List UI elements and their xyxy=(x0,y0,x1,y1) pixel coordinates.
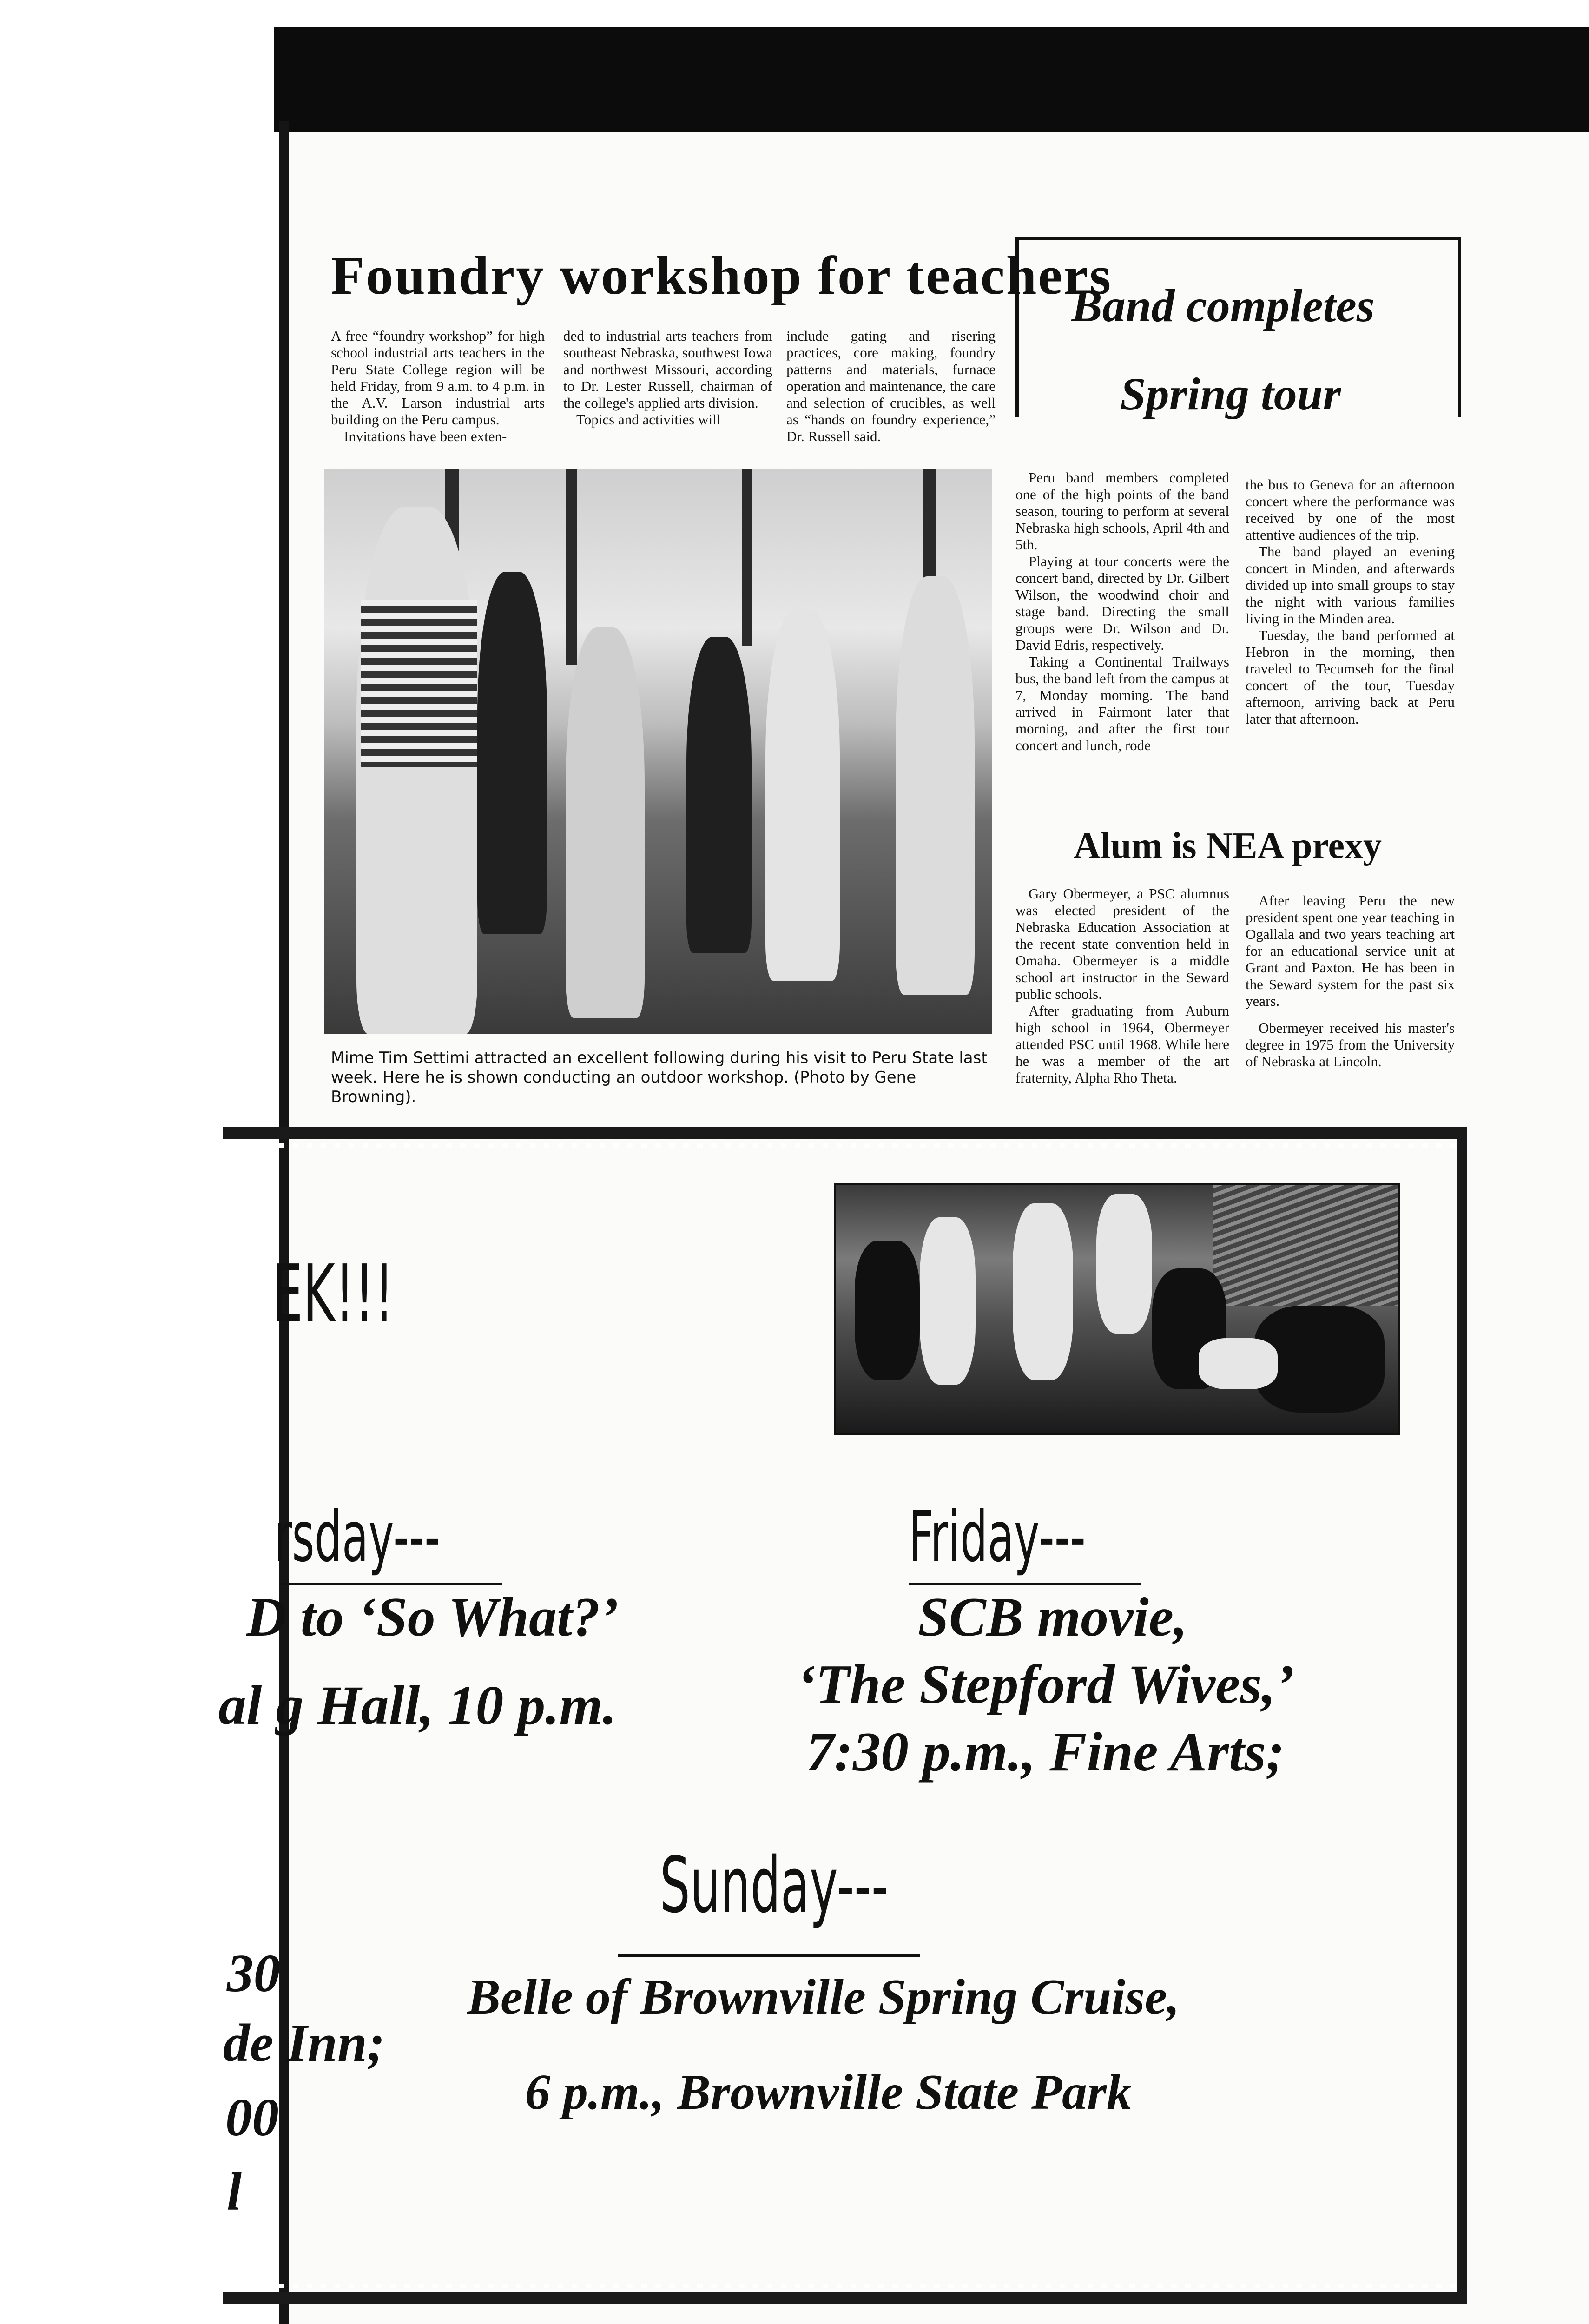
thursday-line-2: al g Hall, 10 p.m. xyxy=(218,1674,617,1736)
band-headline-line-2: Spring tour xyxy=(1120,368,1341,420)
band-col1-p1: Peru band members completed one of the high points of the band season, touring to perform at several Nebraska high schools, April 4th and 5th. xyxy=(1015,469,1229,553)
left-fragment-2: de Inn; xyxy=(223,2014,385,2073)
foundry-col1-text: A free “foundry workshop” for high school industrial arts teachers in the Peru State College region will be held Friday, from 9 a.m. to 4 p.m. in the A.V. Larson industrial arts building on the Peru campus. xyxy=(331,328,545,428)
alum-column-2 xyxy=(1246,892,1455,1116)
alum-column-1 xyxy=(1015,885,1229,1127)
week-heading-fragment: EK!!! xyxy=(272,1248,394,1340)
alum-col2-p1: After leaving Peru the new president spent one year teaching in Ogallala and two years teaching art for an educational service unit at Grant and Paxton. He has been in the Seward system for the past six years. xyxy=(1246,892,1455,1009)
band-headline-line-1: Band completes xyxy=(1071,280,1375,331)
band-col2-p2: The band played an evening concert in Minden, and afterwards divided up into small groups to stay the night with various families living in the Minden area. xyxy=(1246,543,1455,627)
band-col2-p1: the bus to Geneva for an afternoon concert where the performance was received by one of the most attentive audiences of the trip. xyxy=(1246,476,1455,543)
foundry-column-1 xyxy=(331,328,545,467)
friday-line-1: SCB movie, xyxy=(918,1586,1188,1648)
foundry-column-3 xyxy=(786,328,996,453)
alum-col1-p2: After graduating from Auburn high school in 1964, Obermeyer attended PSC until 1968. While here he was a member of the art fraternity, Alpha Rho Theta. xyxy=(1015,1003,1229,1086)
foundry-column-2 xyxy=(563,328,772,453)
friday-line-2: ‘The Stepford Wives,’ xyxy=(797,1653,1294,1715)
band-column-2 xyxy=(1246,476,1455,783)
photo-caption: Mime Tim Settimi attracted an excellent following during his visit to Peru State last week. Here he is shown conducting an outdoor workshop. (Photo by Gene Browning). xyxy=(331,1049,988,1106)
band-col2-p3: Tuesday, the band performed at Hebron in the morning, then traveled to Tecumseh for the final concert of the tour, Tuesday afternoon, arriving back at Peru later that afternoon. xyxy=(1246,627,1455,727)
mime-workshop-photo xyxy=(324,469,992,1034)
foundry-col2-text: ded to industrial arts teachers from southeast Nebraska, southwest Iowa and northwest Missouri, according to Dr. Lester Russell, chairman of the college's applied arts division. xyxy=(563,328,772,411)
top-black-bar xyxy=(274,27,1589,132)
foundry-col1-text-b: Invitations have been exten- xyxy=(344,428,507,444)
alum-col1-p1: Gary Obermeyer, a PSC alumnus was elected president of the Nebraska Education Association at the recent state convention held in Omaha. Obermeyer is a middle school art instructor in the Seward public schools. xyxy=(1015,885,1229,1002)
alum-headline: Alum is NEA prexy xyxy=(1074,825,1382,866)
left-fragment-4: l xyxy=(227,2162,242,2221)
friday-line-3: 7:30 p.m., Fine Arts; xyxy=(806,1721,1285,1783)
sunday-line-1: Belle of Brownville Spring Cruise, xyxy=(467,1969,1180,2025)
sunday-heading: Sunday--- xyxy=(660,1841,889,1930)
alum-col2-p2: Obermeyer received his master's degree in 1975 from the University of Nebraska at Lincoln. xyxy=(1246,1020,1455,1070)
left-fragment-1: 30 xyxy=(227,1944,280,2003)
foundry-col3-text: include gating and risering practices, core making, foundry patterns and materials, furnace operation and maintenance, the care and selection of crucibles, as well as “hands on foundry experience,” Dr. Russell said. xyxy=(786,328,996,444)
thursday-line-1: D to ‘So What?’ xyxy=(246,1586,619,1648)
band-column-1 xyxy=(1015,469,1229,786)
sunday-line-2: 6 p.m., Brownville State Park xyxy=(525,2065,1132,2120)
foundry-col2-text-b: Topics and activities will xyxy=(576,411,721,428)
band-col1-p3: Taking a Continental Trailways bus, the band left from the campus at 7, Monday morning. The band arrived in Fairmont later that morning, and after the first tour concert and lunch, rode xyxy=(1015,654,1229,753)
band-col1-p2: Playing at tour concerts were the concert band, directed by Dr. Gilbert Wilson, the woodwind choir and stage band. Directing the small groups were Dr. Wilson and Dr. David Edris, respectively. xyxy=(1015,553,1229,653)
sunday-underline xyxy=(618,1954,920,1957)
friday-heading: Friday--- xyxy=(909,1497,1086,1578)
foundry-headline: Foundry workshop for teachers xyxy=(331,245,1113,306)
left-fragment-3: 00 xyxy=(225,2088,279,2147)
football-photo xyxy=(834,1183,1400,1435)
thursday-heading: rsday--- xyxy=(274,1497,440,1578)
